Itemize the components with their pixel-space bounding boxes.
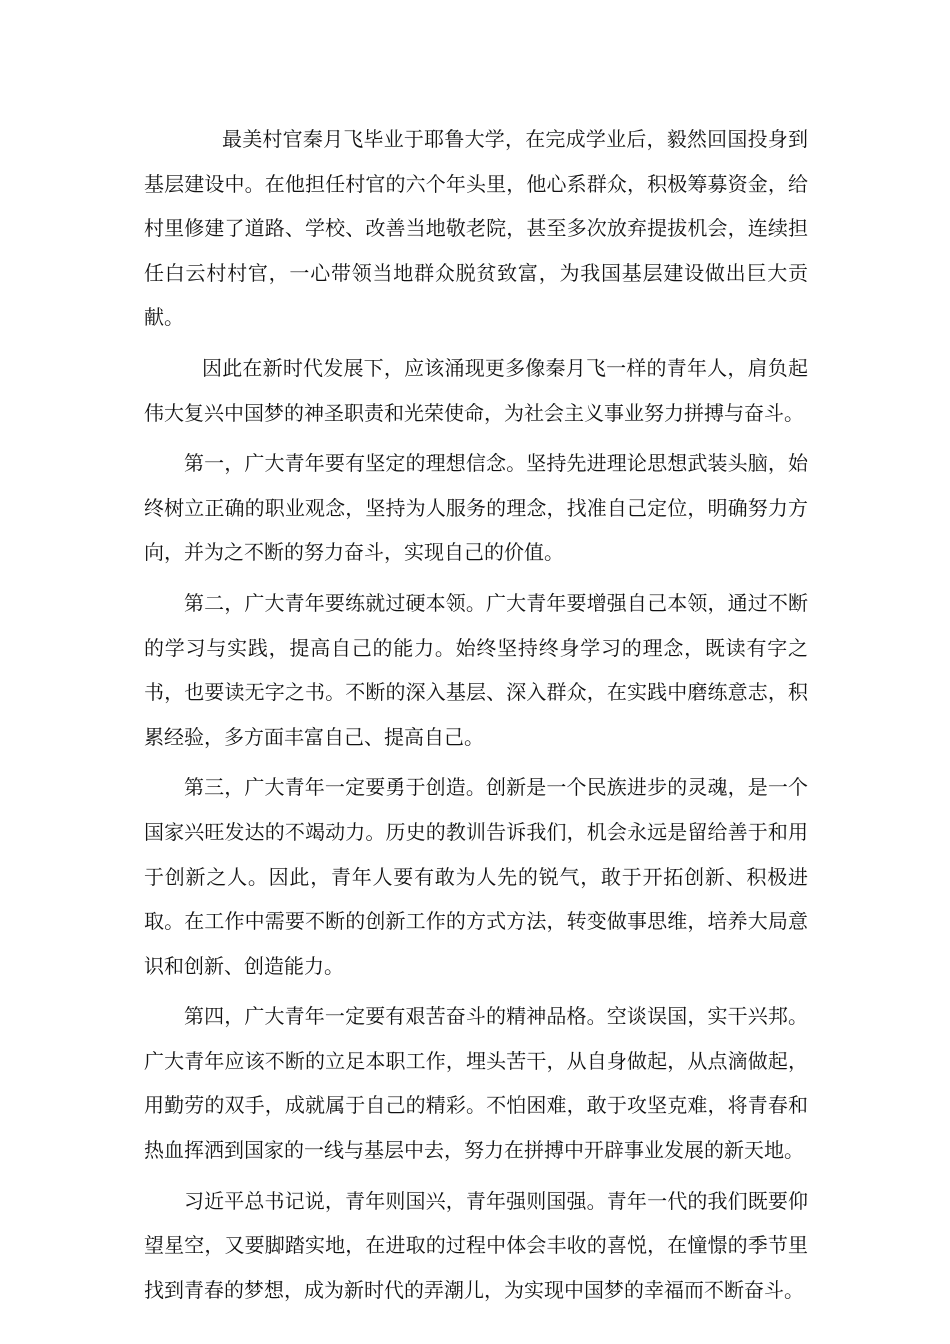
- paragraph-point-three: 第三，广大青年一定要勇于创造。创新是一个民族进步的灵魂，是一个国家兴旺发达的不竭动力。历史的教训告诉我们，机会永远是留给善于和用于创新之人。因此，青年人要有敢为人先的锐气，敢于开拓创新、积极进取。在工作中需要不断的创新工作的方式方法，转变做事思维，培养大局意识和创新、创造能力。: [144, 775, 808, 978]
- paragraph-point-two: 第二，广大青年要练就过硬本领。广大青年要增强自己本领，通过不断的学习与实践，提高自己的能力。始终坚持终身学习的理念，既读有字之书，也要读无字之书。不断的深入基层、深入群众，在实践中磨练意志，积累经验，多方面丰富自己、提高自己。: [144, 590, 808, 749]
- paragraph-point-one: 第一，广大青年要有坚定的理想信念。坚持先进理论思想武装头脑，始终树立正确的职业观念，坚持为人服务的理念，找准自己定位，明确努力方向，并为之不断的努力奋斗，实现自己的价值。: [144, 451, 808, 565]
- paragraph-conclusion: 习近平总书记说，青年则国兴，青年强则国强。青年一代的我们既要仰望星空，又要脚踏实地，在进取的过程中体会丰收的喜悦，在憧憬的季节里找到青春的梦想，成为新时代的弄潮儿，为实现中国梦的幸福而不断奋斗。: [144, 1188, 808, 1302]
- paragraph-call-to-action: 因此在新时代发展下，应该涌现更多像秦月飞一样的青年人，肩负起伟大复兴中国梦的神圣职责和光荣使命，为社会主义事业努力拼搏与奋斗。: [144, 355, 808, 425]
- paragraph-intro: 最美村官秦月飞毕业于耶鲁大学，在完成学业后，毅然回国投身到基层建设中。在他担任村官的六个年头里，他心系群众，积极筹募资金，给村里修建了道路、学校、改善当地敬老院，甚至多次放弃提拔机会，连续担任白云村村官，一心带领当地群众脱贫致富，为我国基层建设做出巨大贡献。: [144, 127, 808, 330]
- paragraph-point-four: 第四，广大青年一定要有艰苦奋斗的精神品格。空谈误国，实干兴邦。广大青年应该不断的立足本职工作，埋头苦干，从自身做起，从点滴做起，用勤劳的双手，成就属于自己的精彩。不怕困难，敢于攻坚克难，将青春和热血挥洒到国家的一线与基层中去，努力在拼搏中开辟事业发展的新天地。: [144, 1004, 808, 1163]
- document-body: [144, 117, 808, 1318]
